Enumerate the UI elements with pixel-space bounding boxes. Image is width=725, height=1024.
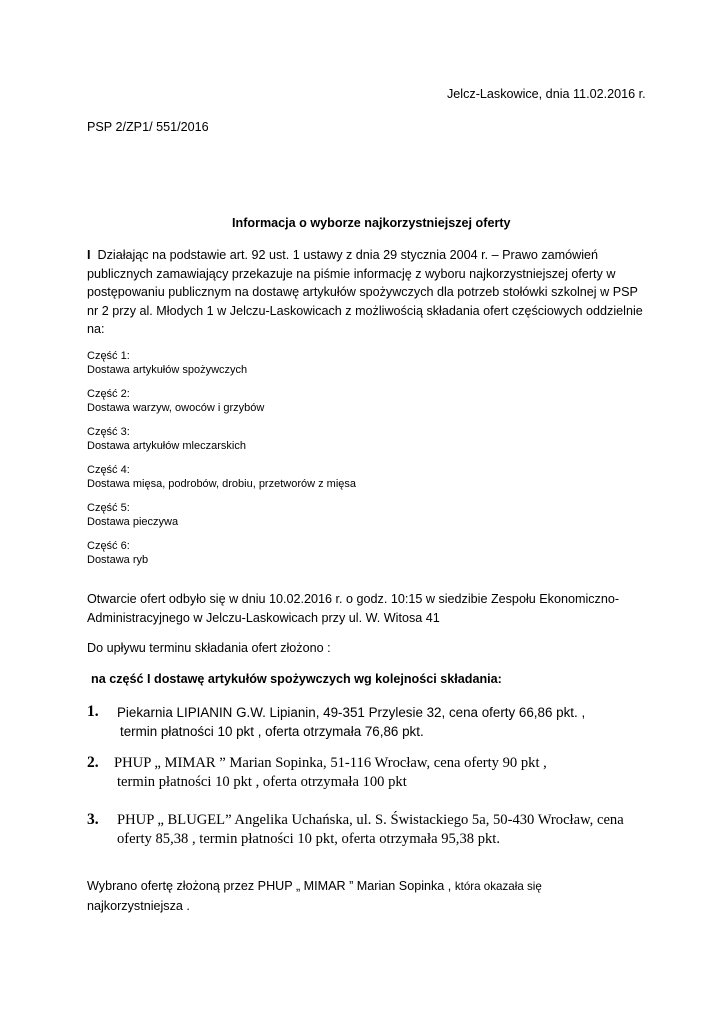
intro-line: nr 2 przy al. Młodych 1 w Jelczu-Laskowicach z możliwością składania ofert częściowych oddzielnie bbox=[87, 303, 643, 318]
part-item bbox=[87, 502, 178, 529]
opening-line: Otwarcie ofert odbyło się w dniu 10.02.2016 r. o godz. 10:15 w siedzibie Zespołu Ekonomiczno- bbox=[87, 592, 620, 606]
offer-number: 1. bbox=[87, 703, 99, 720]
conclusion-text: która okazała się bbox=[454, 880, 542, 893]
part-label: Część 1: bbox=[87, 350, 130, 362]
intro-line: na: bbox=[87, 322, 105, 337]
offer-number: 2. bbox=[87, 754, 99, 771]
part-description: Dostawa pieczywa bbox=[87, 515, 179, 528]
offer-item bbox=[114, 754, 547, 792]
part-label: Część 4: bbox=[87, 464, 130, 476]
intro-line: Działając na podstawie art. 92 ust. 1 ustawy z dnia 29 stycznia 2004 r. – Prawo zamówień bbox=[97, 248, 599, 262]
conclusion-text: najkorzystniejsza . bbox=[87, 898, 190, 913]
reference-number: PSP 2/ZP1/ 551/2016 bbox=[87, 120, 209, 134]
conclusion-text: Wybrano ofertę złożoną przez PHUP „ MIMAR ” Marian Sopinka , bbox=[87, 879, 455, 893]
section-heading: na część I dostawę artykułów spożywczych wg kolejności składania: bbox=[91, 672, 502, 686]
offer-line: termin płatności 10 pkt , oferta otrzymała 100 pkt bbox=[117, 774, 407, 790]
intro-line: postępowaniu publicznym na dostawę artykułów spożywczych dla potrzeb stołówki szkolnej w PSP bbox=[87, 285, 638, 300]
part-description: Dostawa artykułów spożywczych bbox=[87, 363, 248, 376]
part-item bbox=[87, 540, 148, 567]
offer-line: Piekarnia LIPIANIN G.W. Lipianin, 49-351 Przylesie 32, cena oferty 66,86 pkt. , bbox=[117, 705, 586, 720]
place-date: Jelcz-Laskowice, dnia 11.02.2016 r. bbox=[447, 87, 646, 101]
document-title: Informacja o wyborze najkorzystniejszej oferty bbox=[232, 216, 511, 230]
section-marker: I bbox=[87, 248, 91, 262]
part-label: Część 2: bbox=[87, 388, 130, 400]
part-description: Dostawa artykułów mleczarskich bbox=[87, 439, 246, 452]
part-label: Część 3: bbox=[87, 426, 130, 438]
opening-paragraph bbox=[87, 590, 632, 627]
offer-number: 3. bbox=[87, 811, 99, 828]
offer-line: PHUP „ BLUGEL” Angelika Uchańska, ul. S. Świstackiego 5a, 50-430 Wrocław, cena bbox=[117, 812, 624, 828]
opening-line: Administracyjnego w Jelczu-Laskowicach przy ul. W. Witosa 41 bbox=[87, 610, 440, 625]
conclusion-paragraph bbox=[87, 877, 632, 915]
offer-item bbox=[117, 811, 624, 849]
intro-line: publicznych zamawiający przekazuje na piśmie informację z wyboru najkorzystniejszej oferty w bbox=[87, 266, 616, 281]
offer-line: oferty 85,38 , termin płatności 10 pkt, oferta otrzymała 95,38 pkt. bbox=[117, 831, 500, 847]
part-description: Dostawa mięsa, podrobów, drobiu, przetworów z mięsa bbox=[87, 477, 357, 490]
part-label: Część 6: bbox=[87, 540, 130, 552]
offer-item bbox=[117, 703, 585, 741]
part-description: Dostawa ryb bbox=[87, 553, 149, 566]
part-item bbox=[87, 350, 247, 377]
part-description: Dostawa warzyw, owoców i grzybów bbox=[87, 401, 265, 414]
submitted-intro: Do upływu terminu składania ofert złożono : bbox=[87, 641, 331, 655]
part-item bbox=[87, 464, 356, 491]
offer-line: termin płatności 10 pkt , oferta otrzymała 76,86 pkt. bbox=[120, 724, 424, 739]
part-item bbox=[87, 388, 264, 415]
intro-paragraph bbox=[87, 246, 643, 339]
part-item bbox=[87, 426, 246, 453]
offer-line: PHUP „ MIMAR ” Marian Sopinka, 51-116 Wrocław, cena oferty 90 pkt , bbox=[114, 755, 547, 771]
part-label: Część 5: bbox=[87, 502, 130, 514]
